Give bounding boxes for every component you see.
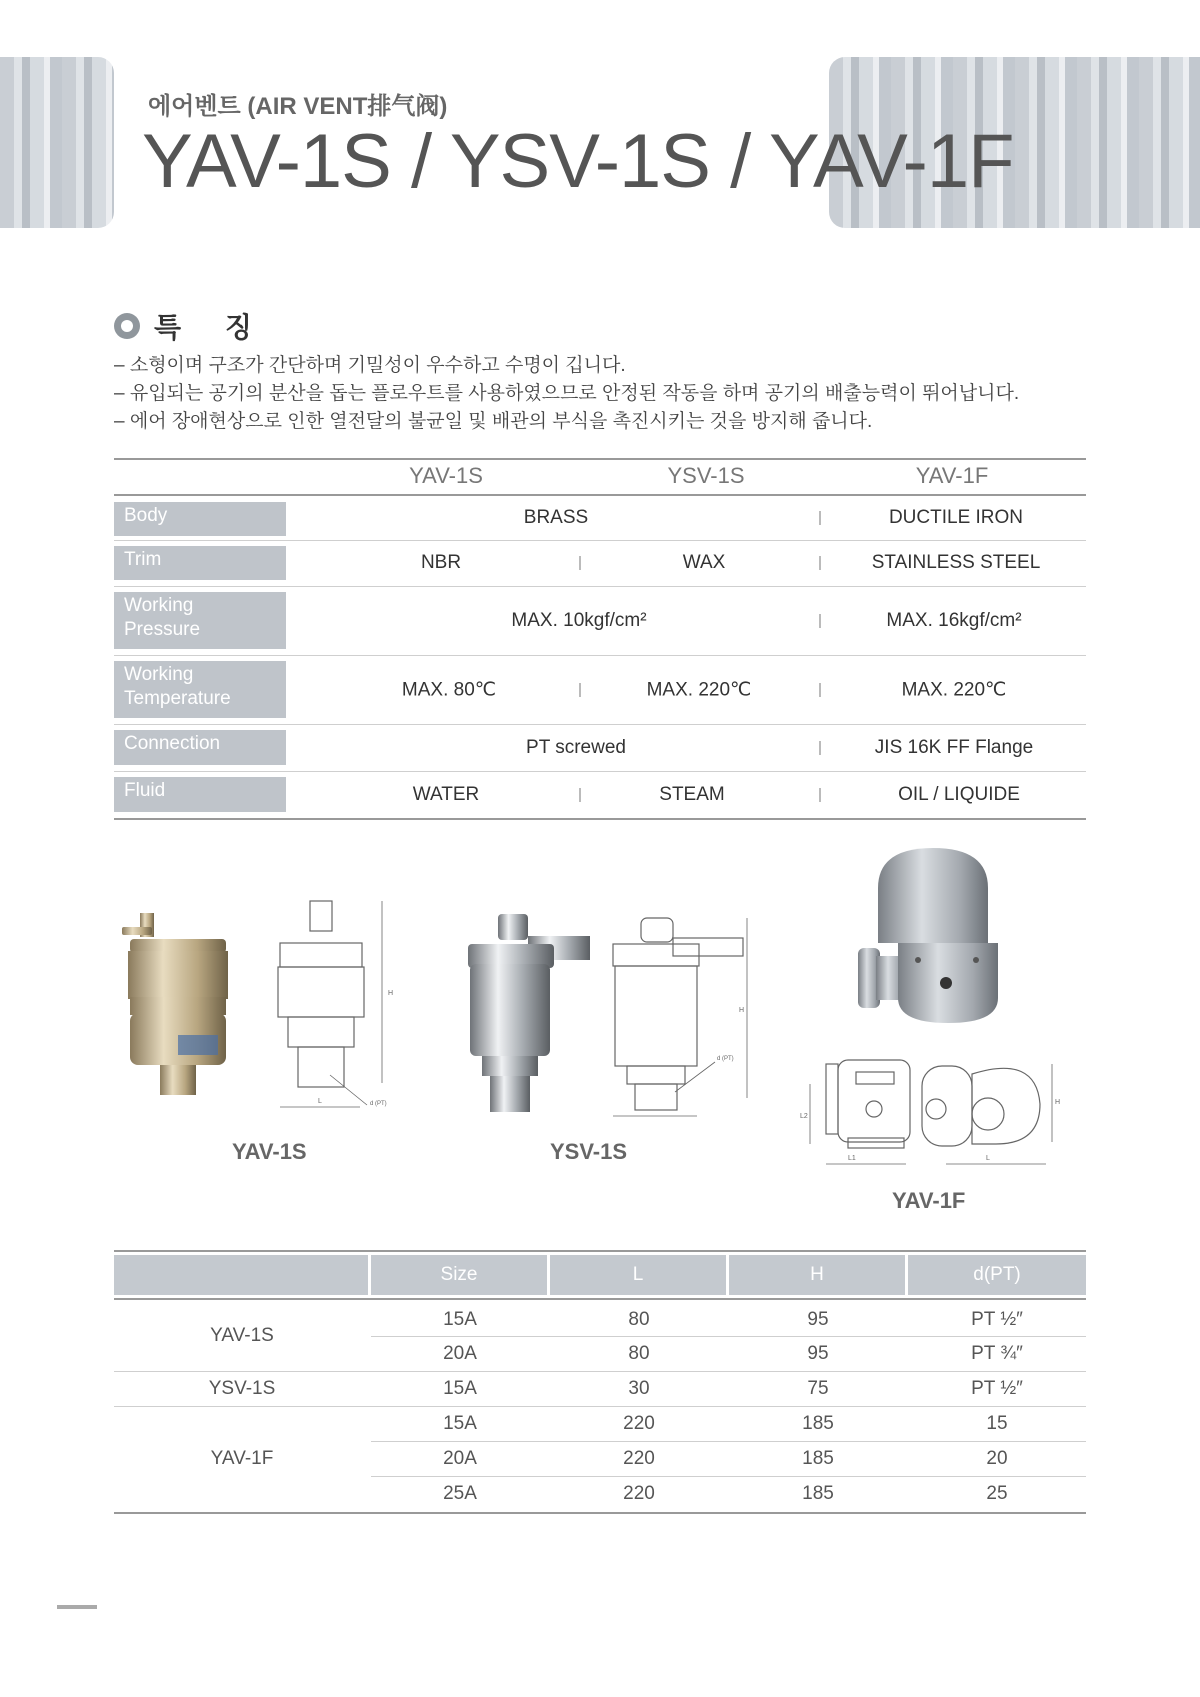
features-heading — [114, 306, 270, 346]
spec-label-line: Temperature — [124, 688, 231, 709]
feature-item: – 유입되는 공기의 분산을 돕는 플로우트를 사용하였으므로 안정된 작동을 하며 공기의 배출능력이 뛰어납니다. — [114, 383, 1020, 404]
ysv1s-photo — [458, 908, 598, 1118]
table-cell: 220 — [623, 1413, 655, 1434]
column-separator — [579, 683, 581, 697]
row-divider — [371, 1336, 1086, 1337]
feature-item: – 에어 장애현상으로 인한 열전달의 불균일 및 배관의 부식을 촉진시키는 것을 방지해 줍니다. — [114, 411, 873, 432]
table-cell: PT ¾″ — [971, 1343, 1023, 1364]
model-cell: YAV-1F — [210, 1448, 274, 1469]
spec-table — [114, 458, 1086, 820]
spec-value: MAX. 220℃ — [901, 679, 1007, 701]
spec-value: STAINLESS STEEL — [871, 552, 1041, 573]
spec-label-line: Pressure — [124, 619, 201, 640]
spec-value: BRASS — [523, 507, 589, 528]
spec-value: PT screwed — [526, 737, 626, 758]
yav1f-label: YAV-1F — [892, 1188, 966, 1213]
table-cell: 20A — [443, 1448, 477, 1469]
table-cell: 220 — [623, 1448, 655, 1469]
header-cell-h: H — [729, 1255, 905, 1295]
header-cell-blank — [114, 1255, 368, 1295]
model-cell: YAV-1S — [210, 1325, 274, 1346]
spec-value: DUCTILE IRON — [888, 507, 1024, 528]
yav1s-label: YAV-1S — [232, 1139, 307, 1164]
spec-label — [114, 661, 286, 718]
row-divider — [371, 1441, 1086, 1442]
table-cell: 20A — [443, 1343, 477, 1364]
spec-row-working-pressure — [114, 587, 1086, 656]
yav1s-photo — [118, 905, 238, 1105]
header-cell-d: d(PT) — [908, 1255, 1086, 1295]
table-cell: 95 — [807, 1309, 829, 1330]
ysv1s-label: YSV-1S — [550, 1139, 628, 1164]
dim-label-h: H — [388, 990, 394, 997]
table-cell: 15A — [443, 1413, 477, 1434]
table-cell: 25 — [986, 1483, 1008, 1504]
header-cell-l: L — [550, 1255, 726, 1295]
row-divider — [114, 1371, 1086, 1372]
row-divider — [371, 1476, 1086, 1477]
table-cell: 15 — [986, 1413, 1008, 1434]
spec-label-line: Working — [124, 664, 194, 685]
table-cell: 185 — [802, 1448, 834, 1469]
size-table-header — [114, 1255, 1086, 1295]
dim-label-l: L — [986, 1155, 990, 1162]
column-separator — [819, 683, 821, 697]
spec-col-ysv1s: YSV-1S — [667, 463, 745, 488]
table-cell: 30 — [628, 1378, 650, 1399]
table-cell: PT ½″ — [971, 1309, 1023, 1330]
spec-value: MAX. 80℃ — [401, 679, 497, 701]
spec-label: Fluid — [114, 777, 286, 812]
spec-row-body — [114, 496, 1086, 541]
size-table-body — [114, 1298, 1086, 1514]
ysv1s-drawing — [605, 912, 755, 1120]
yav1s-drawing — [272, 895, 402, 1120]
column-separator — [579, 556, 581, 570]
spec-row-connection — [114, 725, 1086, 772]
column-separator — [819, 788, 821, 802]
column-separator — [819, 556, 821, 570]
model-cell: YSV-1S — [208, 1378, 276, 1399]
header-band-left — [0, 57, 114, 228]
table-cell: 95 — [807, 1343, 829, 1364]
table-cell: 80 — [628, 1309, 650, 1330]
table-cell: 15A — [443, 1309, 477, 1330]
table-cell: PT ½″ — [971, 1378, 1023, 1399]
spec-header — [114, 458, 1086, 496]
features-title: 특 징 — [154, 312, 270, 343]
yav1f-photo — [858, 848, 1018, 1028]
features-list — [114, 352, 1019, 436]
spec-label: Body — [114, 502, 286, 536]
yav1f-drawing — [796, 1054, 1061, 1174]
spec-value: OIL / LIQUIDE — [898, 784, 1020, 805]
dim-label-l: L — [318, 1098, 322, 1105]
table-cell: 20 — [986, 1448, 1008, 1469]
column-separator — [819, 741, 821, 755]
table-cell: 15A — [443, 1378, 477, 1399]
table-cell: 80 — [628, 1343, 650, 1364]
spec-row-working-temperature — [114, 656, 1086, 725]
spec-label: Trim — [114, 546, 286, 580]
dim-label-l1: L1 — [848, 1155, 856, 1162]
table-cell: 220 — [623, 1483, 655, 1504]
row-divider — [114, 1406, 1086, 1407]
dim-label-h: H — [739, 1007, 745, 1014]
column-separator — [819, 614, 821, 628]
page-subtitle: 에어벤트 (AIR VENT排气阀) — [148, 93, 448, 120]
column-separator — [819, 511, 821, 525]
dim-label-d: d (PT) — [717, 1056, 734, 1062]
table-cell: 185 — [802, 1483, 834, 1504]
spec-col-yav1s: YAV-1S — [409, 463, 483, 488]
spec-value: JIS 16K FF Flange — [874, 737, 1034, 758]
spec-value: WAX — [682, 552, 726, 573]
size-table-top-rule — [114, 1250, 1086, 1252]
size-table — [114, 1250, 1086, 1514]
header-cell-size: Size — [371, 1255, 547, 1295]
table-cell: 185 — [802, 1413, 834, 1434]
spec-value: WATER — [412, 784, 480, 805]
spec-value: NBR — [420, 552, 462, 573]
dim-label-d: d (PT) — [370, 1101, 387, 1107]
spec-col-yav1f: YAV-1F — [915, 463, 989, 488]
spec-row-trim — [114, 541, 1086, 587]
spec-value: STEAM — [659, 784, 725, 805]
dim-label-l2: L2 — [800, 1113, 808, 1120]
column-separator — [579, 788, 581, 802]
page-title: YAV-1S / YSV-1S / YAV-1F — [142, 119, 1014, 204]
table-cell: 75 — [807, 1378, 829, 1399]
spec-label: Connection — [114, 730, 286, 765]
feature-item: – 소형이며 구조가 간단하며 기밀성이 우수하고 수명이 깁니다. — [114, 355, 626, 376]
spec-value: MAX. 220℃ — [646, 679, 752, 701]
dim-label-h: H — [1055, 1099, 1061, 1106]
spec-label-line: Working — [124, 595, 194, 616]
page-footer-bar — [57, 1605, 97, 1609]
circle-bullet-icon — [114, 313, 140, 339]
spec-row-fluid — [114, 772, 1086, 820]
spec-value: MAX. 10kgf/cm² — [511, 610, 647, 631]
spec-label — [114, 592, 286, 649]
spec-value: MAX. 16kgf/cm² — [886, 610, 1022, 631]
table-cell: 25A — [443, 1483, 477, 1504]
